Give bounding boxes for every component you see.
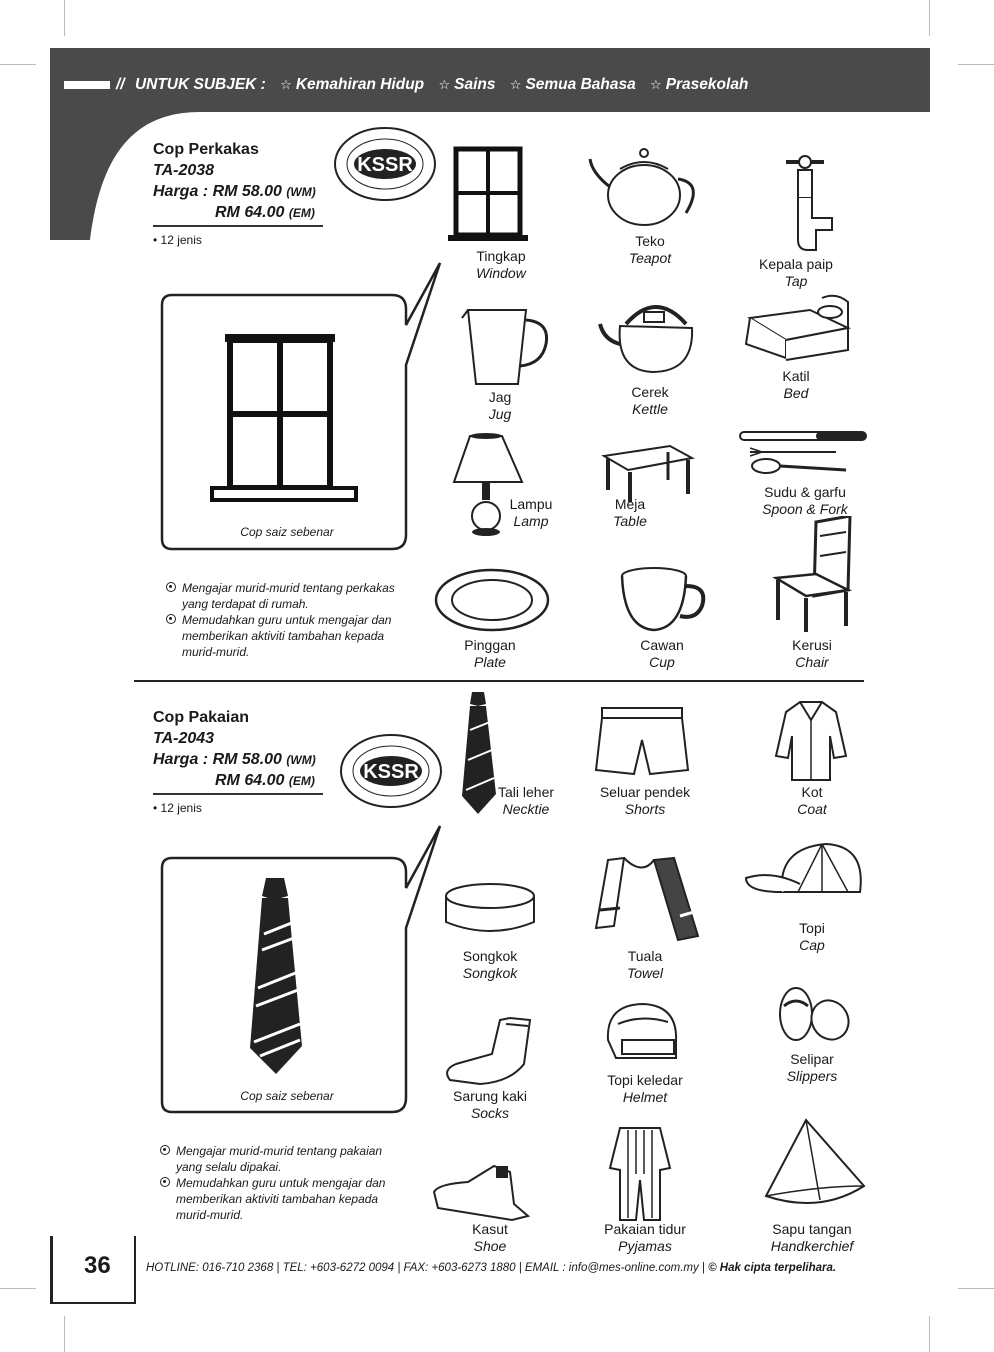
slippers-icon xyxy=(772,984,858,1044)
price-wm: RM 58.00 xyxy=(212,183,282,200)
item-count: • 12 jenis xyxy=(153,233,202,247)
star-icon: ☆ xyxy=(280,77,292,92)
product-price-wm xyxy=(153,751,316,769)
note-item: Mengajar murid-murid tentang pakaian yang selalu dipakai. xyxy=(160,1143,410,1175)
item-label-lamp: Lampu Lamp xyxy=(509,496,553,529)
price-label: Harga : xyxy=(153,751,209,768)
product-notes xyxy=(160,1143,410,1223)
item-label-helmet: Topi keledar Helmet xyxy=(607,1072,683,1105)
item-label-cutlery: Sudu & garfu Spoon & Fork xyxy=(762,484,848,517)
callout-caption: Cop saiz sebenar xyxy=(240,1089,334,1103)
item-label-table: Meja Table xyxy=(613,496,647,529)
price-em: RM 64.00 xyxy=(215,204,285,221)
kssr-seal-icon xyxy=(333,126,437,202)
header-subjects: // UNTUK SUBJEK : ☆ Kemahiran Hidup ☆ Sains ☆ Semua Bahasa ☆ Prasekolah xyxy=(64,76,748,94)
item-label-coat: Kot Coat xyxy=(797,784,827,817)
item-label-bed: Katil Bed xyxy=(782,368,810,401)
footer-contact-text: HOTLINE: 016-710 2368 | TEL: +603-6272 0094 | FAX: +603-6273 1880 | EMAIL : info@mes-online.com.my | xyxy=(146,1262,709,1274)
header-lead: UNTUK SUBJEK : xyxy=(134,76,266,93)
page-number: 36 xyxy=(84,1252,111,1279)
item-label-window: Tingkap Window xyxy=(476,248,526,281)
jug-icon xyxy=(460,304,552,388)
crop-mark xyxy=(958,1288,994,1289)
subject-label: Semua Bahasa xyxy=(525,76,636,93)
chair-icon xyxy=(770,516,856,634)
product-price-em xyxy=(215,204,315,222)
shorts-icon xyxy=(594,704,692,778)
price-em: RM 64.00 xyxy=(215,772,285,789)
crop-mark xyxy=(929,1316,930,1352)
item-label-pyjamas: Pakaian tidur Pyjamas xyxy=(604,1221,686,1254)
item-label-slippers: Selipar Slippers xyxy=(786,1051,838,1084)
item-label-socks: Sarung kaki Socks xyxy=(453,1088,527,1121)
window-icon xyxy=(446,143,532,243)
socks-icon xyxy=(440,1014,538,1086)
bullet-icon xyxy=(160,1177,170,1187)
crop-mark xyxy=(0,1288,36,1289)
seal-text: KSSR xyxy=(363,761,419,783)
product-price-wm xyxy=(153,183,316,201)
shoe-icon xyxy=(428,1160,536,1224)
cap-icon xyxy=(742,838,868,918)
price-wm: RM 58.00 xyxy=(212,751,282,768)
table-icon xyxy=(600,440,696,504)
footer-copyright: © Hak cipta terpelihara. xyxy=(708,1262,837,1274)
crop-mark xyxy=(64,1316,65,1352)
item-label-songkok: Songkok Songkok xyxy=(462,948,518,981)
subject-label: Prasekolah xyxy=(665,76,749,93)
songkok-icon xyxy=(438,878,542,940)
cup-icon xyxy=(614,564,710,636)
price-label: Harga : xyxy=(153,183,209,200)
bullet-icon xyxy=(166,614,176,624)
subject-label: Sains xyxy=(454,76,496,93)
title-rule xyxy=(153,793,323,795)
kettle-icon xyxy=(596,290,704,378)
item-label-cap: Topi Cap xyxy=(799,920,825,953)
item-label-chair: Kerusi Chair xyxy=(792,637,832,670)
tap-icon xyxy=(776,150,836,254)
subject-label: Kemahiran Hidup xyxy=(295,76,425,93)
item-label-shoe: Kasut Shoe xyxy=(472,1221,508,1254)
kssr-seal-icon xyxy=(339,733,443,809)
item-label-towel: Tuala Towel xyxy=(626,948,664,981)
necktie-large-icon xyxy=(244,874,308,1080)
handkerchief-icon xyxy=(760,1116,868,1212)
teapot-icon xyxy=(586,143,704,231)
note-item: Memudahkan guru untuk mengajar dan memberikan aktiviti tambahan kepada murid-murid. xyxy=(166,612,416,660)
seal-text: KSSR xyxy=(357,154,413,176)
bed-icon xyxy=(736,288,856,364)
item-label-jug: Jag Jug xyxy=(488,389,512,422)
item-label-plate: Pinggan Plate xyxy=(464,637,516,670)
item-label-necktie: Tali leher Necktie xyxy=(497,784,555,817)
helmet-icon xyxy=(602,1000,682,1066)
product-title: Cop Perkakas xyxy=(153,141,259,158)
bullet-icon xyxy=(160,1145,170,1155)
footer-contact xyxy=(146,1262,836,1274)
note-item: Memudahkan guru untuk mengajar dan memberikan aktiviti tambahan kepada murid-murid. xyxy=(160,1175,410,1223)
note-item: Mengajar murid-murid tentang perkakas yang terdapat di rumah. xyxy=(166,580,416,612)
towel-icon xyxy=(594,856,704,948)
star-icon: ☆ xyxy=(650,77,662,92)
item-label-shorts: Seluar pendek Shorts xyxy=(599,784,691,817)
product-title: Cop Pakaian xyxy=(153,709,250,726)
item-label-teapot: Teko Teapot xyxy=(628,233,672,266)
price-wm-tag: (WM) xyxy=(286,185,316,199)
price-em-tag: (EM) xyxy=(288,206,315,220)
cutlery-icon xyxy=(736,426,870,486)
item-count: • 12 jenis xyxy=(153,801,202,815)
product-code: TA-2038 xyxy=(153,162,215,179)
product-code: TA-2043 xyxy=(153,730,215,747)
pyjamas-icon xyxy=(606,1124,674,1222)
section-divider xyxy=(134,680,864,682)
item-label-handkerchief: Sapu tangan Handkerchief xyxy=(770,1221,854,1254)
title-rule xyxy=(153,225,323,227)
plate-icon xyxy=(432,566,552,636)
star-icon: ☆ xyxy=(509,77,522,92)
callout-caption: Cop saiz sebenar xyxy=(240,525,334,539)
item-label-cup: Cawan Cup xyxy=(640,637,684,670)
price-em-tag: (EM) xyxy=(288,774,315,788)
item-label-kettle: Cerek Kettle xyxy=(631,384,669,417)
coat-icon xyxy=(774,696,848,784)
star-icon: ☆ xyxy=(438,77,451,92)
product-notes xyxy=(166,580,416,660)
header-stripe xyxy=(64,81,110,89)
callout-box xyxy=(158,818,458,1118)
window-large-icon xyxy=(208,330,358,508)
bullet-icon xyxy=(166,582,176,592)
price-wm-tag: (WM) xyxy=(286,753,316,767)
product-price-em xyxy=(215,772,315,790)
item-label-tap: Kepala paip Tap xyxy=(759,256,833,289)
